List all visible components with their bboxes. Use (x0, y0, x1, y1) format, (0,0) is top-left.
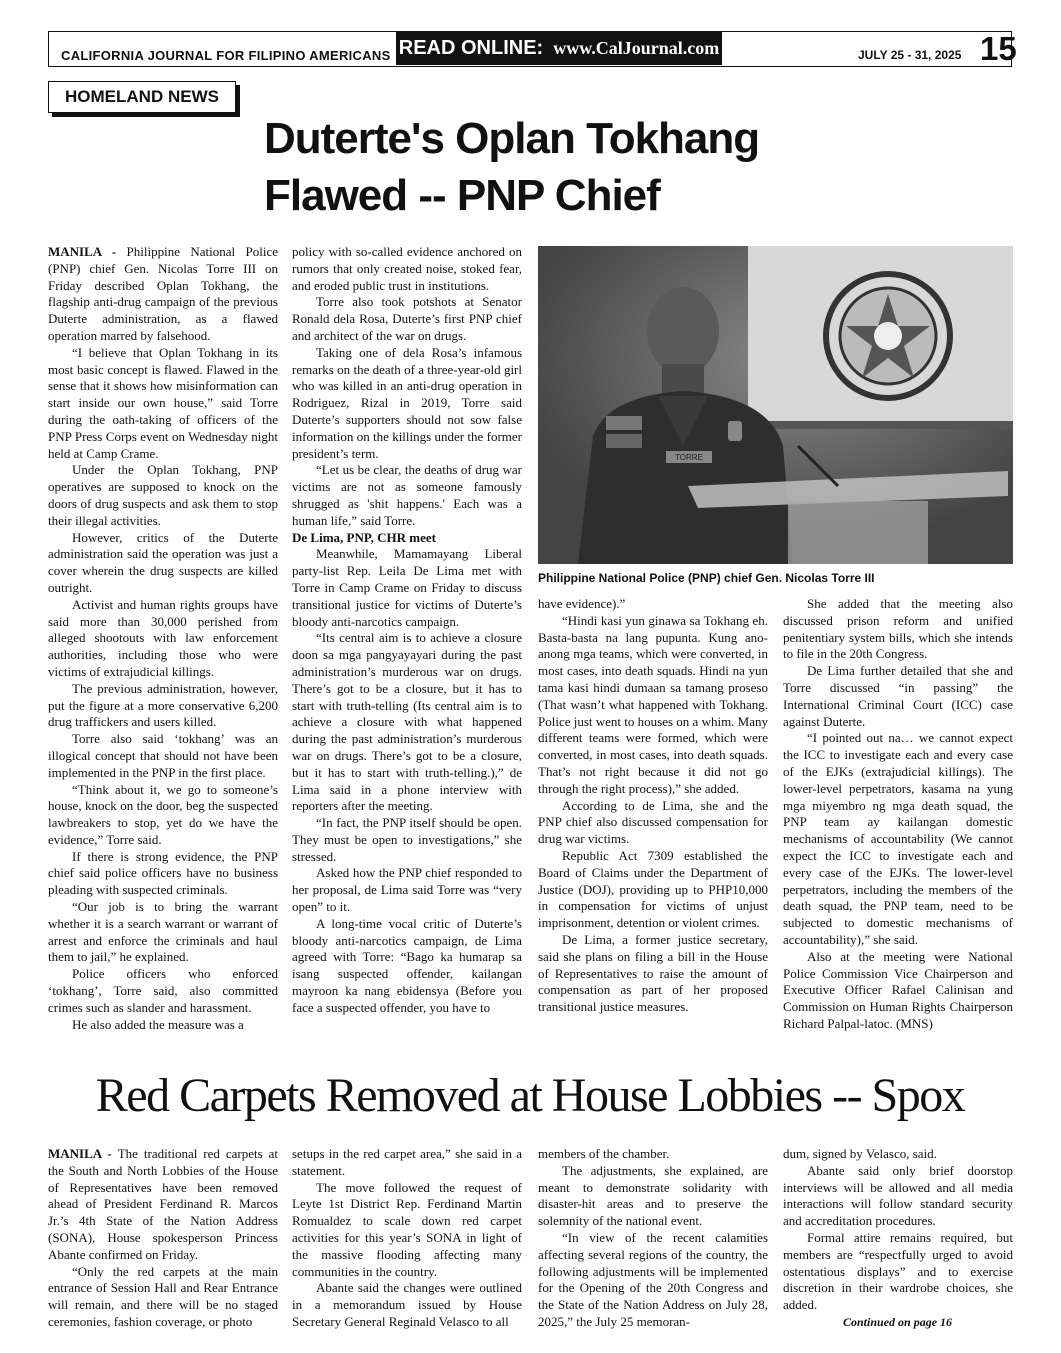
read-online-banner[interactable] (396, 31, 722, 65)
paragraph-text: Abante said only brief doorstop interviews will be allowed and all media interactions will follow standard security and accreditation procedures. (783, 1162, 1013, 1229)
paragraph-text: The adjustments, she explained, are meant to demonstrate solidarity with disaster-hit areas and to preserve the solemnity of the national event. (538, 1162, 768, 1229)
publication-name: CALIFORNIA JOURNAL FOR FILIPINO AMERICANS (61, 48, 391, 63)
photo-illustration (538, 246, 1013, 564)
article-2-column-2 (292, 1146, 522, 1331)
paragraph-text: Abante said the changes were outlined in a memorandum issued by House Secretary General Reginald Velasco to all (292, 1280, 522, 1329)
paragraph-text: Also at the meeting were National Police Commission Vice Chairperson and Executive Officer Rafael Calinisan and Commission on Human Rights Chairperson Richard Palpal-latoc. (MNS) (783, 948, 1013, 1031)
paragraph (538, 1146, 768, 1163)
paragraph (292, 916, 522, 1017)
paragraph (48, 966, 278, 1016)
page-number: 15 (980, 30, 1017, 67)
paragraph-text: “Its central aim is to achieve a closure doon sa mga pangyayayari during the past administration’s murderous war on drugs. There’s got to be a closure, but it has to start with truth-telling (Its central aim is to achieve a closure with what happened during the past administration’s murderous war on drugs. There’s got to be a closure, but it has to start with truth-telling.),” de Lima said in a phone interview with reporters after the meeting. (292, 630, 522, 814)
paragraph (292, 865, 522, 915)
paragraph (538, 1230, 768, 1331)
paragraph (538, 613, 768, 798)
paragraph-text: Torre also took potshots at Senator Ronald dela Rosa, Duterte’s first PNP chief and architect of the war on drugs. (292, 294, 522, 343)
paragraph (538, 596, 768, 613)
paragraph-text: However, critics of the Duterte administration said the operation was just a cover wherein the drug suspects are killed outright. (48, 529, 278, 595)
paragraph (292, 815, 522, 865)
paragraph-text: De Lima, PNP, CHR meet (292, 529, 436, 545)
paragraph (48, 681, 278, 731)
photo-caption: Philippine National Police (PNP) chief Gen. Nicolas Torre III (538, 571, 875, 585)
article-2-column-3 (538, 1146, 768, 1331)
paragraph (783, 1230, 1013, 1314)
paragraph-text: A long-time vocal critic of Duterte’s bloody anti-narcotics campaign, de Lima agreed with Torre: “Bago ka humarap sa isang suspected offender, kailangan mayroon ka nang ebidensya (Before you face a suspected offender, you have to (292, 915, 522, 1015)
paragraph-text: “Let us be clear, the deaths of drug war victims are not as someone famously shrugged as 'shit happens.' Each was a human life,” said Torre. (292, 462, 522, 528)
paragraph-text: Formal attire remains required, but members are “respectfully urged to avoid ostentatious displays” and to exercise discretion in their wardrobe choices, she added. (783, 1229, 1013, 1313)
paragraph (292, 1280, 522, 1330)
paragraph-text: If there is strong evidence, the PNP chief said police officers have no business pleading with suspected criminals. (48, 848, 278, 898)
paragraph-text: “In fact, the PNP itself should be open. They must be open to investigations,” she stressed. (292, 815, 522, 864)
article-photo (538, 246, 1013, 564)
paragraph (48, 597, 278, 681)
paragraph-text: Torre also said ‘tokhang’ was an illogical concept that should not have been implemented in the PNP in the first place. (48, 731, 278, 780)
paragraph-text: Asked how the PNP chief responded to her proposal, de Lima said Torre was “very open” to it. (292, 865, 522, 915)
paragraph-text: “In view of the recent calamities affecting several regions of the country, the following adjustments will be implemented for the Opening of the 20th Congress and the State of the Nation Address on July 28, 2025,” the July 25 memoran- (538, 1229, 768, 1329)
paragraph (48, 1264, 278, 1331)
paragraph (48, 899, 278, 966)
paragraph (538, 1163, 768, 1230)
headline-line-1: Duterte's Oplan Tokhang (264, 114, 760, 163)
article-2-column-1 (48, 1146, 278, 1331)
paragraph (292, 546, 522, 630)
paragraph (292, 345, 522, 463)
paragraph-text: De Lima further detailed that she and Torre discussed “in passing” the International Criminal Court (ICC) case against Duterte. (783, 663, 1013, 729)
paragraph-text: According to de Lima, she and the PNP chief also discussed compensation for drug war victims. (538, 797, 768, 847)
paragraph-text: setups in the red carpet area,” she said in a statement. (292, 1146, 522, 1178)
dateline-lead: MANILA - (48, 244, 127, 259)
paragraph-text: “Only the red carpets at the main entrance of Session Hall and Rear Entrance will remain, and there will be no staged ceremonies, fashion coverage, or photo (48, 1263, 278, 1329)
paragraph (783, 949, 1013, 1033)
paragraph (538, 798, 768, 848)
paragraph-text: Meanwhile, Mamamayang Liberal party-list Rep. Leila De Lima met with Torre in Camp Crame on Friday to discuss transitional justice for victims of Duterte’s bloody anti-narcotics campaign. (292, 546, 522, 629)
paragraph-text: “I pointed out na… we cannot expect the ICC to investigate each and every case of the EJKs (extrajudicial killings). The lower-level perpetrators, kasama na yung mga miyembro ng mga death squad, the PNP team ay kailangan domestic mechanisms of accountability (We cannot expect the ICC to investigate each and every case of the EJKs. The lower-level perpetrators, including the members of the death squad, the PNP team, need to be subjected to domestic mechanisms of accountability),” she said. (783, 730, 1013, 947)
paragraph-text: He also added the measure was a (72, 1016, 244, 1032)
paragraph (783, 1146, 1013, 1163)
paragraph-text: She added that the meeting also discussed prison reform and unified penitentiary system bills, which she intends to file in the 20th Congress. (783, 596, 1013, 662)
paragraph-text: Under the Oplan Tokhang, PNP operatives are supposed to knock on the doors of drug suspects and ask them to stop their illegal activities. (48, 462, 278, 528)
paragraph (48, 1146, 278, 1264)
pnp-seal-icon (826, 274, 950, 398)
paragraph (538, 848, 768, 932)
paragraph (48, 462, 278, 529)
issue-date: JULY 25 - 31, 2025 (858, 48, 962, 62)
paragraph-text: policy with so-called evidence anchored on rumors that only created noise, stoked fear, and eroded public trust in institutions. (292, 244, 522, 293)
article-column-2 (292, 244, 522, 1017)
paragraph-text: “I believe that Oplan Tokhang in its most basic concept is flawed. Flawed in the sense that it shows how misinformation can start inside our own house,” said Torre during the oath-taking of officers of the PNP Press Corps event on Wednesday night held at Camp Crame. (48, 344, 278, 461)
paragraph (48, 244, 278, 345)
svg-text:TORRE: TORRE (675, 453, 703, 462)
dateline-lead: MANILA - (48, 1146, 118, 1161)
paragraph (783, 663, 1013, 730)
paragraph-text: members of the chamber. (538, 1146, 670, 1161)
paragraph-text: Republic Act 7309 established the Board of Claims under the Department of Justice (DOJ), providing up to PHP10,000 in compensation for victims of unjust imprisonment, detention or violent crimes. (538, 847, 768, 931)
article-column-4 (783, 596, 1013, 1033)
paragraph-text: Activist and human rights groups have said more than 30,000 perished from alleged shootouts with law enforcement authorities, including those who were victims of extrajudicial killings. (48, 596, 278, 679)
paragraph (783, 596, 1013, 663)
paragraph (292, 1146, 522, 1180)
paragraph-text: The previous administration, however, put the figure at a more conservative 6,200 drug traffickers and users killed. (48, 680, 278, 730)
paragraph (292, 294, 522, 344)
article-2-headline: Red Carpets Removed at House Lobbies -- Spox (95, 1069, 965, 1122)
paragraph-text: “Think about it, we go to someone’s house, knock on the door, beg the suspected lawbreakers to stop, yet do we have the evidence,” Torre said. (48, 781, 278, 847)
article-column-1 (48, 244, 278, 1033)
paragraph-text: “Our job is to bring the warrant whether it is a search warrant or warrant of arrest and enforce the criminals and haul them to jail,” he explained. (48, 899, 278, 965)
paragraph (48, 345, 278, 463)
subheading (292, 530, 522, 547)
paragraph-text: The traditional red carpets at the South and North Lobbies of the House of Representatives have been removed ahead of President Ferdinand R. Marcos Jr.’s 4th State of the Nation Address (SONA), House spokesperson Princess Abante confirmed on Friday. (48, 1146, 279, 1262)
paragraph-text: De Lima, a former justice secretary, said she plans on filing a bill in the House of Representatives to raise the amount of compensation as part of her proposed transitional justice measures. (538, 931, 768, 1015)
paragraph (292, 630, 522, 815)
paragraph (538, 932, 768, 1016)
paragraph-text: have evidence).” (538, 596, 626, 611)
paragraph (783, 1163, 1013, 1230)
paragraph-text: Police officers who enforced ‘tokhang’, Torre said, also committed crimes such as slander and harassment. (48, 966, 278, 1015)
paragraph (48, 782, 278, 849)
paragraph (292, 244, 522, 294)
paragraph-text: dum, signed by Velasco, said. (783, 1146, 937, 1161)
paragraph (48, 530, 278, 597)
paragraph (292, 1180, 522, 1281)
read-online-label: READ ONLINE: (398, 36, 544, 59)
read-online-url[interactable]: www.CalJournal.com (553, 37, 720, 58)
paragraph (48, 1017, 278, 1034)
paragraph (48, 731, 278, 781)
paragraph (783, 730, 1013, 948)
headline-line-2: Flawed -- PNP Chief (264, 171, 660, 220)
article-column-3 (538, 596, 768, 1016)
paragraph-text: The move followed the request of Leyte 1st District Rep. Ferdinand Martin Romualdez to scale down red carpet activities for this year’s SONA in light of the massive flooding affecting many communities in the country. (292, 1179, 522, 1279)
paragraph-text: “Hindi kasi yun ginawa sa Tokhang eh. Basta-basta na lang pupunta. Kung ano-anong mga teams, which were converted, in most cases, into death squads. Hindi na yun tama kasi hindi dumaan sa tamang proseso (That wasn’t what happened with Tokhang. Police just went to houses on a whim. Many different teams were formed, which were converted, in most cases, into death squads. That’s not right because it did not go through the right process),” she added. (538, 612, 769, 796)
paragraph-text: Taking one of dela Rosa’s infamous remarks on the death of a three-year-old girl who was killed in an anti-drug operation in Rodriguez, Rizal in 2019, Torre said Duterte’s supporters should not sow false information on the killings under the former president’s term. (292, 344, 522, 461)
paragraph-text: Philippine National Police (PNP) chief Gen. Nicolas Torre III on Friday described Oplan Tokhang, the flagship anti-drug campaign of the previous Duterte administration, as a flawed operation marred by falsehood. (48, 244, 278, 343)
section-tag: HOMELAND NEWS (48, 81, 236, 113)
paragraph (48, 849, 278, 899)
continued-note[interactable]: Continued on page 16 (843, 1315, 953, 1329)
article-2-column-4 (783, 1146, 1013, 1314)
paragraph (292, 462, 522, 529)
article-headline (264, 110, 1004, 224)
